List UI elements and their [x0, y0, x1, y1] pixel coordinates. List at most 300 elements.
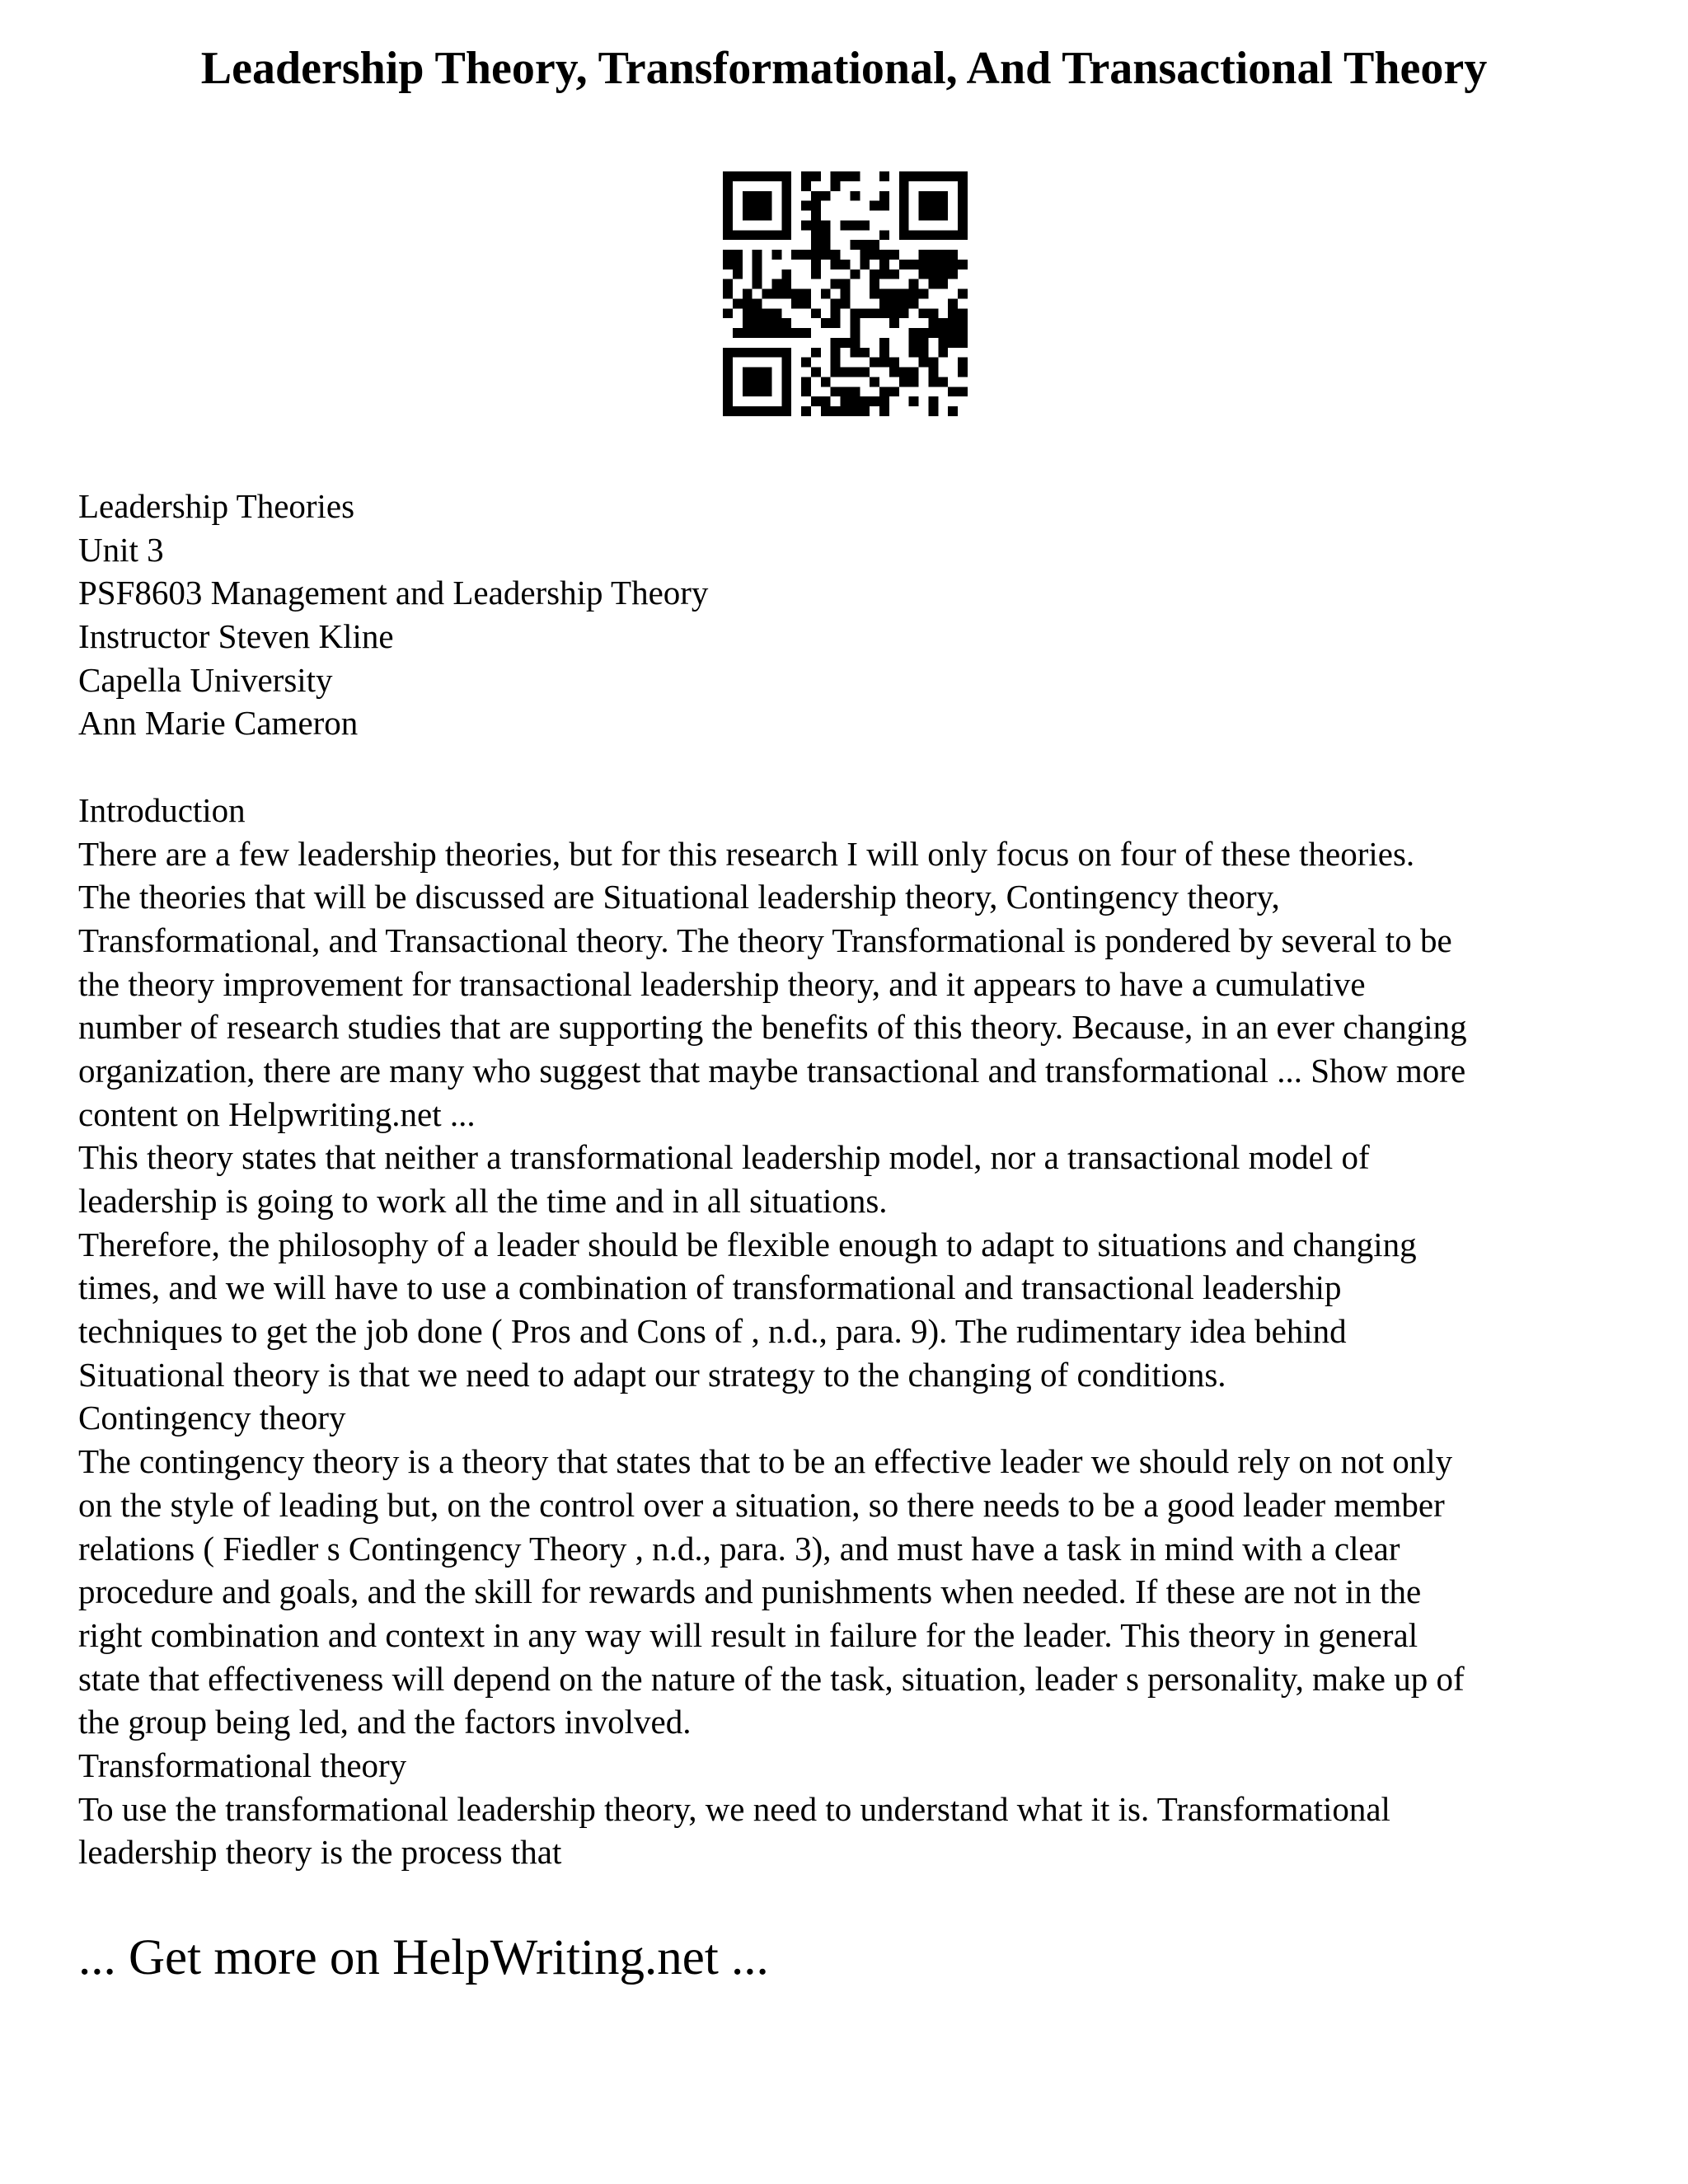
body-line: content on Helpwriting.net ... [78, 1094, 476, 1133]
qr-module [919, 328, 929, 338]
qr-module [821, 318, 831, 328]
qr-module [821, 240, 831, 250]
qr-module [919, 201, 929, 211]
qr-module [743, 328, 753, 338]
qr-module [771, 250, 781, 260]
body-line: Transformational, and Transactional theory. The theory Transformational is pondered by several to be [78, 921, 1452, 959]
qr-module [762, 289, 772, 299]
qr-module [733, 328, 743, 338]
qr-module [948, 250, 958, 260]
body-line: times, and we will have to use a combination of transformational and transactional leadership [78, 1268, 1342, 1307]
qr-module [743, 308, 753, 318]
qr-code-icon [723, 171, 968, 416]
qr-module [909, 348, 919, 358]
qr-module [801, 377, 811, 387]
qr-module [938, 279, 948, 289]
qr-module [762, 230, 772, 240]
qr-module [850, 220, 860, 230]
qr-module [879, 387, 889, 396]
qr-module [850, 328, 860, 338]
qr-module [948, 269, 958, 279]
qr-module [841, 368, 851, 377]
qr-module [753, 328, 762, 338]
qr-module [743, 289, 753, 299]
qr-module [831, 279, 841, 289]
qr-module [811, 220, 821, 230]
author-line: Ann Marie Cameron [78, 704, 359, 743]
qr-module [938, 201, 948, 211]
body-line: Therefore, the philosophy of a leader should be flexible enough to adapt to situations and changing [78, 1225, 1417, 1263]
qr-module [723, 279, 733, 289]
qr-module [919, 308, 929, 318]
qr-module [879, 298, 889, 308]
qr-module [811, 191, 821, 201]
qr-module [860, 348, 870, 358]
qr-module [928, 406, 938, 416]
qr-module [870, 279, 879, 289]
qr-module [958, 387, 968, 396]
qr-module [860, 250, 870, 260]
qr-module [733, 348, 743, 358]
qr-module [938, 250, 948, 260]
qr-module [958, 358, 968, 368]
qr-module [723, 260, 733, 269]
qr-module [919, 260, 929, 269]
qr-module [909, 260, 919, 269]
qr-module [753, 269, 762, 279]
qr-module [919, 171, 929, 181]
qr-module [919, 211, 929, 221]
qr-module [928, 211, 938, 221]
qr-module [909, 289, 919, 299]
qr-module [870, 396, 879, 406]
qr-module [870, 358, 879, 368]
qr-module [919, 269, 929, 279]
qr-module [879, 191, 889, 201]
qr-module [811, 260, 821, 269]
qr-module [958, 368, 968, 377]
qr-module [841, 289, 851, 299]
qr-module [928, 318, 938, 328]
qr-module [831, 298, 841, 308]
qr-module [919, 358, 929, 368]
body-line: procedure and goals, and the skill for rewards and punishments when needed. If these are not in the [78, 1572, 1422, 1611]
qr-module [879, 338, 889, 348]
qr-module [753, 406, 762, 416]
qr-module [762, 318, 772, 328]
qr-module [958, 328, 968, 338]
qr-module [958, 318, 968, 328]
qr-module [958, 338, 968, 348]
paragraph-gap [78, 745, 1628, 789]
qr-module [781, 279, 791, 289]
qr-module [743, 298, 753, 308]
body-line: right combination and context in any way will result in failure for the leader. This theory in general [78, 1615, 1418, 1654]
qr-module [899, 368, 909, 377]
qr-module [762, 377, 772, 387]
qr-module [909, 171, 919, 181]
qr-module [928, 368, 938, 377]
qr-module [948, 387, 958, 396]
body-line: organization, there are many who suggest that maybe transactional and transformational ... Show more [78, 1051, 1466, 1090]
qr-module [948, 230, 958, 240]
qr-module [928, 396, 938, 406]
qr-module [811, 396, 821, 406]
document-body [78, 485, 1628, 1874]
qr-module [879, 289, 889, 299]
qr-module [781, 328, 791, 338]
qr-module [879, 396, 889, 406]
qr-module [781, 289, 791, 299]
header-block [78, 485, 1628, 745]
qr-module [743, 230, 753, 240]
qr-module [781, 387, 791, 396]
qr-module [801, 358, 811, 368]
qr-module [811, 230, 821, 240]
qr-module [919, 338, 929, 348]
qr-module [899, 298, 909, 308]
qr-module [831, 338, 841, 348]
qr-module [801, 171, 811, 181]
body-line: state that effectiveness will depend on the nature of the task, situation, leader s personality, make up of [78, 1659, 1465, 1698]
qr-module [831, 348, 841, 358]
qr-module [889, 298, 899, 308]
qr-module [841, 298, 851, 308]
qr-module [723, 396, 733, 406]
qr-module [841, 338, 851, 348]
qr-module [899, 171, 909, 181]
qr-module [928, 377, 938, 387]
qr-module [879, 260, 889, 269]
qr-module [801, 406, 811, 416]
qr-module [870, 240, 879, 250]
course-code-line: PSF8603 Management and Leadership Theory [78, 574, 709, 612]
qr-module [821, 191, 831, 201]
qr-module [909, 279, 919, 289]
qr-module [919, 191, 929, 201]
qr-module [791, 289, 801, 299]
body-line: techniques to get the job done ( Pros and Cons of , n.d., para. 9). The rudimentary idea behind [78, 1312, 1347, 1351]
qr-module [860, 260, 870, 269]
qr-module [771, 171, 781, 181]
qr-module [762, 328, 772, 338]
qr-module [791, 298, 801, 308]
qr-module [781, 201, 791, 211]
qr-module [753, 171, 762, 181]
qr-module [909, 338, 919, 348]
qr-module [938, 211, 948, 221]
qr-module [889, 318, 899, 328]
section-heading-contingency: Contingency theory [78, 1399, 346, 1437]
qr-module [801, 289, 811, 299]
qr-module [781, 358, 791, 368]
qr-module [723, 201, 733, 211]
qr-module [753, 298, 762, 308]
qr-module [958, 289, 968, 299]
qr-module [909, 396, 919, 406]
qr-module [870, 250, 879, 260]
qr-module [791, 250, 801, 260]
qr-module [762, 201, 772, 211]
qr-module [831, 171, 841, 181]
qr-module [831, 368, 841, 377]
qr-module [879, 269, 889, 279]
qr-module [781, 348, 791, 358]
qr-module [948, 318, 958, 328]
qr-module [841, 260, 851, 269]
qr-module [879, 171, 889, 181]
qr-module [753, 387, 762, 396]
qr-module [948, 328, 958, 338]
qr-module [723, 387, 733, 396]
qr-module [723, 220, 733, 230]
qr-module [781, 230, 791, 240]
qr-module [909, 328, 919, 338]
qr-module [948, 308, 958, 318]
qr-module [841, 406, 851, 416]
qr-module [771, 279, 781, 289]
qr-module [723, 181, 733, 191]
qr-module [801, 298, 811, 308]
qr-module [928, 279, 938, 289]
qr-module [899, 289, 909, 299]
qr-module [811, 308, 821, 318]
qr-module [801, 181, 811, 191]
qr-module [899, 308, 909, 318]
qr-module [850, 318, 860, 328]
qr-module [850, 269, 860, 279]
qr-module [762, 368, 772, 377]
qr-module [889, 250, 899, 260]
qr-module [733, 250, 743, 260]
qr-module [919, 348, 929, 358]
qr-module [762, 406, 772, 416]
body-line: leadership theory is the process that [78, 1833, 562, 1872]
qr-module [958, 171, 968, 181]
qr-module [958, 220, 968, 230]
qr-module [841, 220, 851, 230]
qr-module [870, 269, 879, 279]
qr-module [743, 348, 753, 358]
qr-module [781, 220, 791, 230]
qr-module [889, 269, 899, 279]
qr-module [753, 377, 762, 387]
qr-module [879, 201, 889, 211]
qr-module [870, 201, 879, 211]
qr-module [771, 230, 781, 240]
qr-module [743, 191, 753, 201]
qr-module [889, 289, 899, 299]
qr-module [811, 348, 821, 358]
qr-module [811, 250, 821, 260]
qr-module [811, 240, 821, 250]
qr-module [821, 289, 831, 299]
course-title-line: Leadership Theories [78, 487, 355, 525]
qr-module [850, 406, 860, 416]
qr-module [743, 406, 753, 416]
qr-module [753, 308, 762, 318]
qr-module [831, 358, 841, 368]
qr-module [919, 250, 929, 260]
qr-module [831, 260, 841, 269]
qr-module [879, 348, 889, 358]
qr-module [753, 230, 762, 240]
qr-module [899, 191, 909, 201]
university-line: Capella University [78, 660, 333, 699]
qr-module [753, 211, 762, 221]
body-line: the theory improvement for transactional leadership theory, and it appears to have a cumulative [78, 964, 1366, 1003]
qr-module [889, 387, 899, 396]
qr-module [723, 211, 733, 221]
qr-module [762, 348, 772, 358]
qr-module [899, 220, 909, 230]
qr-module [743, 171, 753, 181]
qr-module [831, 181, 841, 191]
qr-module [831, 318, 841, 328]
qr-module [879, 406, 889, 416]
qr-module [743, 368, 753, 377]
body-line: leadership is going to work all the time and in all situations. [78, 1182, 888, 1220]
unit-line: Unit 3 [78, 530, 164, 569]
qr-module [850, 387, 860, 396]
qr-module [909, 230, 919, 240]
qr-module [821, 396, 831, 406]
qr-module [781, 406, 791, 416]
qr-module [743, 377, 753, 387]
qr-module [958, 260, 968, 269]
qr-module [938, 171, 948, 181]
section-heading-transformational: Transformational theory [78, 1746, 407, 1784]
qr-module [928, 308, 938, 318]
qr-module [781, 191, 791, 201]
qr-module [948, 406, 958, 416]
qr-module [821, 250, 831, 260]
qr-module [733, 230, 743, 240]
qr-module [919, 230, 929, 240]
qr-module [899, 377, 909, 387]
qr-module [811, 269, 821, 279]
qr-module [841, 396, 851, 406]
essay-text [78, 789, 1628, 1874]
body-line: The contingency theory is a theory that states that to be an effective leader we should rely on not only [78, 1442, 1453, 1481]
qr-module [860, 220, 870, 230]
qr-module [909, 368, 919, 377]
qr-module [899, 211, 909, 221]
qr-module [899, 230, 909, 240]
qr-module [850, 338, 860, 348]
qr-module [831, 387, 841, 396]
qr-module [850, 396, 860, 406]
qr-module [762, 387, 772, 396]
qr-module [860, 396, 870, 406]
qr-module [860, 308, 870, 318]
qr-module [781, 211, 791, 221]
qr-module [801, 387, 811, 396]
qr-module [781, 181, 791, 191]
qr-module [771, 308, 781, 318]
document-title: Leadership Theory, Transformational, And Transactional Theory [200, 43, 1488, 94]
qr-module [753, 260, 762, 269]
qr-module [821, 406, 831, 416]
qr-module [733, 269, 743, 279]
qr-module [723, 230, 733, 240]
qr-module [781, 269, 791, 279]
qr-module [762, 211, 772, 221]
qr-module [821, 377, 831, 387]
qr-module [899, 181, 909, 191]
qr-module [781, 377, 791, 387]
qr-module [753, 368, 762, 377]
qr-module [860, 406, 870, 416]
qr-module [841, 387, 851, 396]
qr-module [743, 201, 753, 211]
qr-module [889, 368, 899, 377]
qr-module [733, 171, 743, 181]
body-line: The theories that will be discussed are Situational leadership theory, Contingency theory, [78, 878, 1280, 916]
qr-module [753, 279, 762, 289]
qr-module [723, 406, 733, 416]
qr-module [928, 191, 938, 201]
qr-module [781, 318, 791, 328]
qr-module [938, 191, 948, 201]
qr-module [860, 240, 870, 250]
qr-module [733, 260, 743, 269]
qr-module [928, 201, 938, 211]
qr-module [879, 230, 889, 240]
qr-module [938, 338, 948, 348]
qr-module [723, 171, 733, 181]
qr-module [831, 406, 841, 416]
qr-module [948, 338, 958, 348]
qr-module [723, 368, 733, 377]
qr-module [928, 328, 938, 338]
qr-module [958, 308, 968, 318]
qr-module [870, 377, 879, 387]
qr-module [753, 191, 762, 201]
qr-module [879, 358, 889, 368]
qr-module [889, 358, 899, 368]
qr-module [948, 260, 958, 269]
qr-module [801, 220, 811, 230]
get-more-link[interactable]: ... Get more on HelpWriting.net ... [78, 1930, 769, 1985]
qr-module [771, 318, 781, 328]
qr-module [860, 368, 870, 377]
body-line: on the style of leading but, on the control over a situation, so there needs to be a good leader member [78, 1485, 1445, 1524]
qr-module [928, 260, 938, 269]
qr-module [899, 201, 909, 211]
qr-module [781, 368, 791, 377]
section-heading-introduction: Introduction [78, 790, 246, 829]
qr-module [791, 328, 801, 338]
qr-module [850, 171, 860, 181]
qr-module [723, 191, 733, 201]
qr-module [928, 230, 938, 240]
qr-module [928, 269, 938, 279]
qr-module [781, 396, 791, 406]
qr-module [938, 328, 948, 338]
qr-module [723, 358, 733, 368]
qr-module [841, 279, 851, 289]
qr-module [753, 318, 762, 328]
qr-module [801, 250, 811, 260]
qr-module [771, 406, 781, 416]
body-line: To use the transformational leadership theory, we need to understand what it is. Transformational [78, 1789, 1390, 1828]
qr-module [743, 318, 753, 328]
qr-module [821, 220, 831, 230]
body-line: There are a few leadership theories, but for this research I will only focus on four of these theories. [78, 834, 1415, 873]
qr-module [909, 377, 919, 387]
qr-module [850, 240, 860, 250]
